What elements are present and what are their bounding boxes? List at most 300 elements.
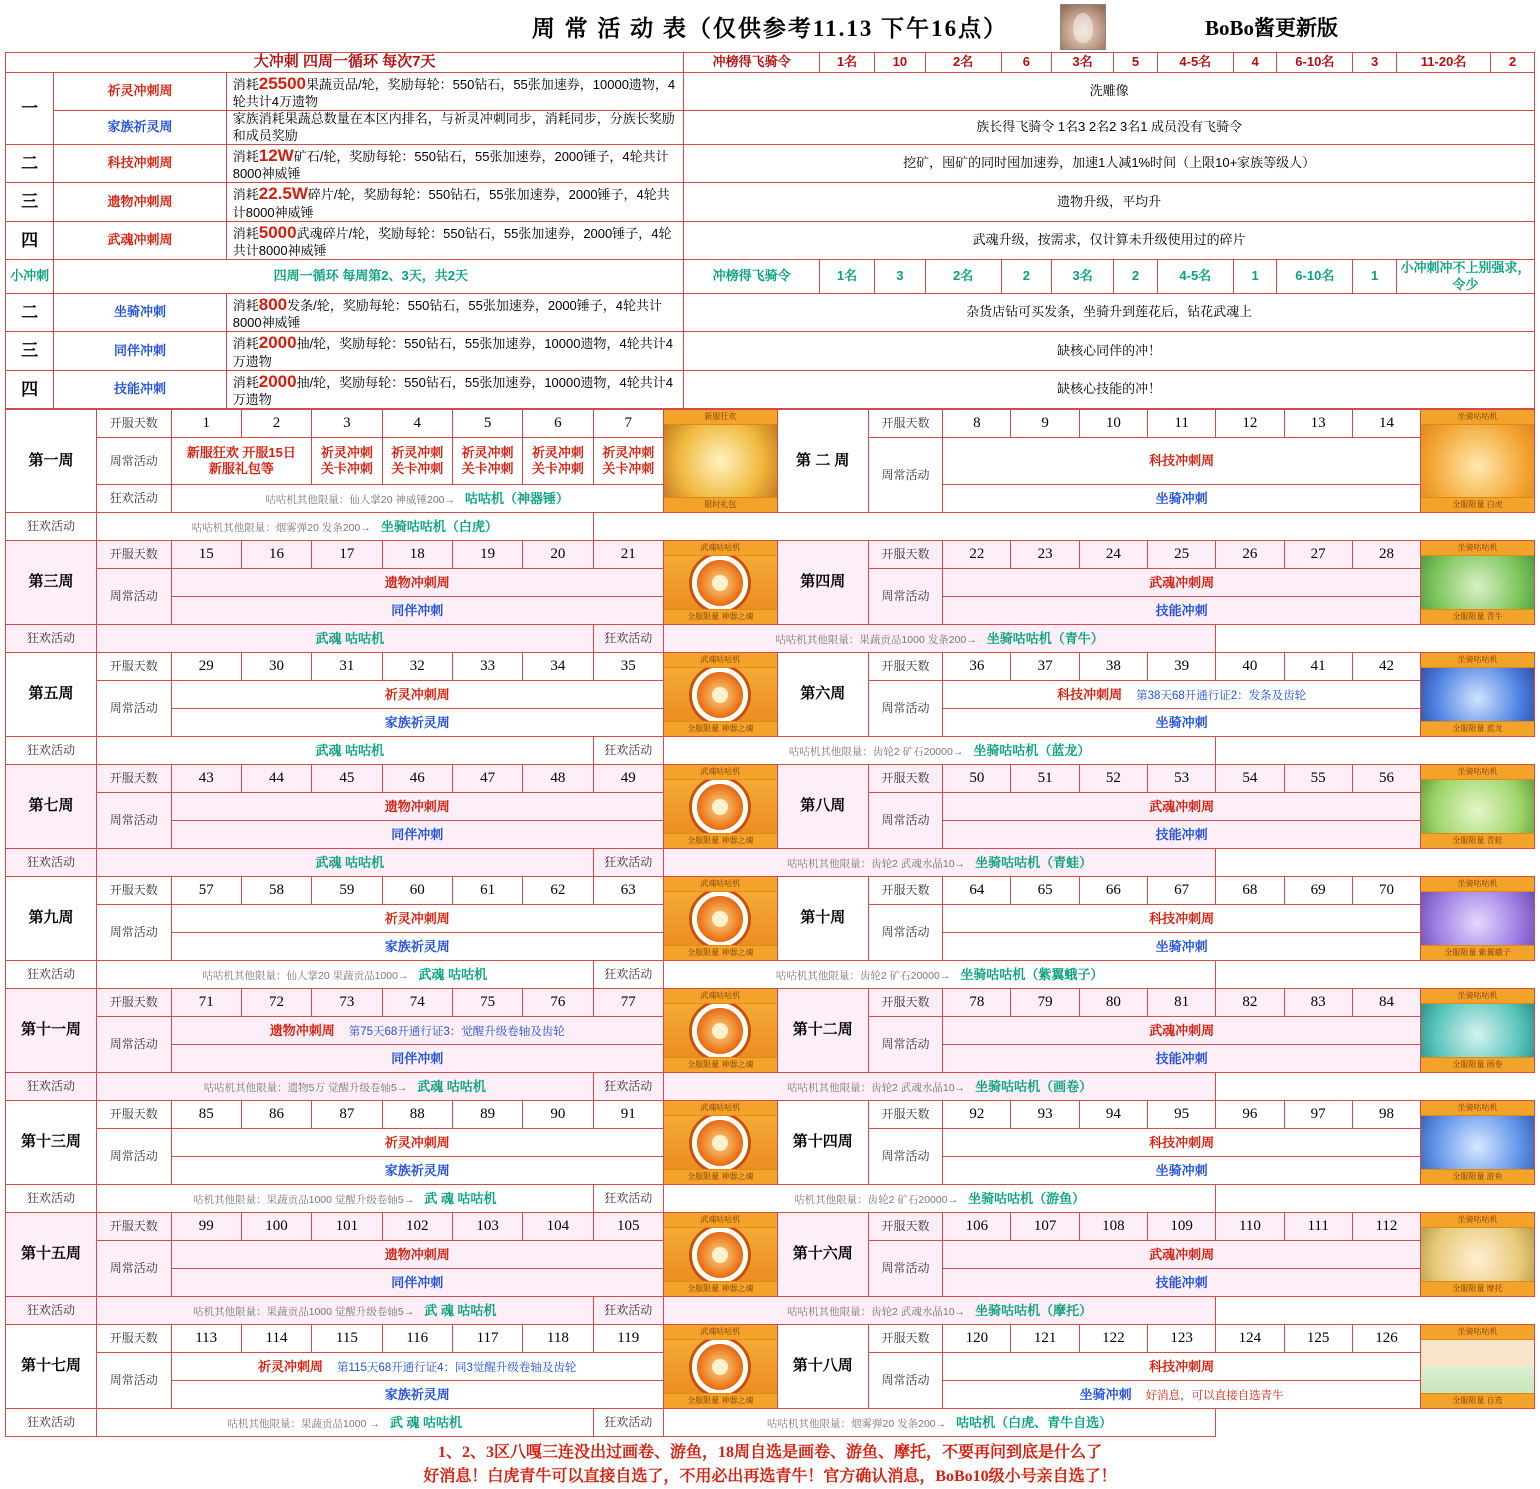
sprint-no: 三	[6, 332, 54, 371]
day-number-13: 13	[1284, 410, 1352, 438]
mount-art-youyu-image	[1421, 1101, 1534, 1184]
day-number-64: 64	[943, 877, 1011, 905]
sprint-desc	[226, 293, 684, 332]
activity-name: 祈灵冲刺周	[384, 910, 450, 926]
art-label-top: 坐骑咕咕机	[1457, 1327, 1498, 1337]
day-number-111: 111	[1284, 1213, 1352, 1241]
art-bottom-bar	[1421, 1057, 1534, 1072]
carnival-activity-label: 狂欢活动	[593, 625, 663, 653]
rank-6-10-label: 6-10名	[1277, 53, 1353, 73]
table-row	[6, 260, 1535, 294]
art-bottom-bar	[1421, 609, 1534, 624]
table-row	[6, 1185, 1535, 1213]
art-label-top: 武魂咕咕机	[700, 767, 741, 777]
art-bottom-bar	[1421, 945, 1534, 960]
normal-activity-cell	[382, 438, 452, 485]
week-label-right: 第四周	[777, 541, 868, 625]
day-number-19: 19	[452, 541, 522, 569]
day-number-68: 68	[1216, 877, 1284, 905]
art-label-top: 武魂咕咕机	[700, 879, 741, 889]
day-number-97: 97	[1284, 1101, 1352, 1129]
art-bottom-bar	[1421, 1169, 1534, 1184]
activity-name: 科技冲刺周	[1057, 686, 1123, 702]
day-number-118: 118	[523, 1325, 593, 1353]
day-number-44: 44	[241, 765, 311, 793]
week-label-left: 第一周	[6, 410, 97, 513]
normal-activity-cell	[593, 438, 663, 485]
day-number-23: 23	[1011, 541, 1079, 569]
desc-pre: 消耗	[232, 187, 259, 203]
rank-1-value: 10	[875, 53, 926, 73]
normal-activity-line-2	[171, 1381, 663, 1409]
week-label-right: 第十四周	[777, 1101, 868, 1185]
art-bottom-bar	[1421, 721, 1534, 736]
art-label-bottom: 全服限量 自选	[1452, 1396, 1503, 1406]
carnival-reward: 武魂 咕咕机	[315, 854, 385, 870]
day-number-8: 8	[943, 410, 1011, 438]
week-label-left: 第十七周	[6, 1325, 97, 1409]
day-number-105: 105	[593, 1213, 663, 1241]
sprint-tip: 族长得飞骑令 1名3 2名2 3名1 成员没有飞骑令	[684, 111, 1535, 145]
activity-name: 祈灵冲刺 关卡冲刺	[391, 445, 444, 477]
day-number-98: 98	[1352, 1101, 1420, 1129]
normal-activity-label: 周常活动	[97, 1353, 171, 1409]
table-row	[6, 144, 1535, 183]
carnival-limit-text: 咕咕机其他限量：仙人掌20 神威锤200→	[265, 493, 456, 506]
sprint-desc	[226, 370, 684, 409]
activity-name: 同伴冲刺	[391, 1050, 444, 1066]
activity-name: 遗物冲刺周	[384, 798, 450, 814]
art-label-bottom: 全服限量 神器之魂	[687, 1396, 754, 1406]
art-label-bottom: 全服限量 神器之魂	[687, 612, 754, 622]
activity-name: 武魂冲刺周	[1149, 1022, 1215, 1038]
day-number-43: 43	[171, 765, 241, 793]
desc-post: 抽/轮，奖励每轮：550钻石，55张加速券，10000遗物，4轮共计4万遗物	[232, 374, 673, 407]
mini-rank-2-value: 2	[1001, 260, 1052, 294]
activity-name: 技能冲刺	[1155, 826, 1208, 842]
days-label: 开服天数	[97, 765, 171, 793]
day-number-109: 109	[1148, 1213, 1216, 1241]
art-label-bottom: 全服限量 神器之魂	[687, 948, 754, 958]
normal-activity-line-2	[171, 1045, 663, 1073]
art-label-top: 坐骑咕咕机	[1457, 1215, 1498, 1225]
carnival-activity-cell	[663, 849, 1215, 877]
carnival-reward: 咕咕机（白虎、青牛自选）	[956, 1414, 1113, 1430]
carnival-activity-label: 狂欢活动	[6, 1073, 97, 1101]
mini-rank-4-5-value: 1	[1233, 260, 1277, 294]
day-number-87: 87	[312, 1101, 382, 1129]
rank-2-value: 6	[1001, 53, 1052, 73]
mini-rank-1-value: 3	[875, 260, 926, 294]
carnival-activity-cell	[97, 1409, 594, 1437]
sprint-desc	[226, 221, 684, 260]
day-number-86: 86	[241, 1101, 311, 1129]
sprint-tip: 杂货店钻可买发条，坐骑升到莲花后，钻花武魂上	[684, 293, 1535, 332]
day-number-29: 29	[171, 653, 241, 681]
sprint-name: 武魂冲刺周	[54, 221, 226, 260]
week-label-left: 第十三周	[6, 1101, 97, 1185]
carnival-reward: 坐骑咕咕机（蓝龙）	[973, 742, 1091, 758]
activity-name: 武魂冲刺周	[1149, 798, 1215, 814]
sprint-tip: 缺核心同伴的冲！	[684, 332, 1535, 371]
day-number-34: 34	[523, 653, 593, 681]
carnival-activity-label: 狂欢活动	[6, 961, 97, 989]
normal-activity-line-2	[943, 1269, 1421, 1297]
day-number-27: 27	[1284, 541, 1352, 569]
rank-4-5-label: 4-5名	[1157, 53, 1233, 73]
day-number-114: 114	[241, 1325, 311, 1353]
sprint-name: 家族祈灵周	[54, 111, 226, 145]
sprint-name: 祈灵冲刺周	[54, 72, 226, 111]
desc-post: 发条/轮，奖励每轮：550钻石，55张加速券，2000锤子，4轮共计8000神威锤	[232, 297, 663, 330]
day-number-30: 30	[241, 653, 311, 681]
art-top-bar	[664, 1213, 777, 1228]
day-number-11: 11	[1148, 410, 1216, 438]
art-bottom-bar	[1421, 1281, 1534, 1296]
desc-post: 抽/轮，奖励每轮：550钻石，55张加速券，10000遗物，4轮共计4万遗物	[232, 336, 673, 369]
table-row	[6, 1101, 1535, 1129]
normal-activity-line-2	[171, 709, 663, 737]
carnival-activity-cell	[97, 513, 594, 541]
carnival-reward: 坐骑咕咕机（紫翼蛾子）	[960, 966, 1104, 982]
sprint-no: 二	[6, 293, 54, 332]
sprint-name: 技能冲刺	[54, 370, 226, 409]
sprint-desc	[226, 183, 684, 222]
normal-activity-line-1	[943, 1241, 1421, 1269]
week-calendar-table	[5, 409, 1535, 1437]
day-number-47: 47	[452, 765, 522, 793]
day-number-51: 51	[1011, 765, 1079, 793]
week-label-right: 第 二 周	[777, 410, 868, 513]
table-row	[6, 1073, 1535, 1101]
day-number-81: 81	[1148, 989, 1216, 1017]
art-bottom-bar	[664, 609, 777, 624]
activity-name: 同伴冲刺	[391, 1274, 444, 1290]
day-number-59: 59	[312, 877, 382, 905]
day-number-15: 15	[171, 541, 241, 569]
art-top-bar	[1421, 877, 1534, 892]
day-number-4: 4	[382, 410, 452, 438]
sprint-desc	[226, 144, 684, 183]
carnival-limit-text: 咕咕机其他限量：齿轮2 矿石20000→	[788, 745, 964, 758]
normal-activity-label: 周常活动	[868, 1017, 942, 1073]
desc-pre: 消耗	[232, 76, 259, 92]
days-label: 开服天数	[868, 877, 942, 905]
week-label-right: 第十八周	[777, 1325, 868, 1409]
day-number-57: 57	[171, 877, 241, 905]
activity-name: 技能冲刺	[1155, 1274, 1208, 1290]
art-bottom-bar	[664, 833, 777, 848]
table-row	[6, 989, 1535, 1017]
day-number-117: 117	[452, 1325, 522, 1353]
medal-art	[663, 989, 777, 1073]
carnival-activity-cell	[97, 961, 594, 989]
day-number-89: 89	[452, 1101, 522, 1129]
art-bottom-bar	[664, 1169, 777, 1184]
activity-name: 祈灵冲刺周	[384, 1134, 450, 1150]
day-number-123: 123	[1148, 1325, 1216, 1353]
table-row	[6, 653, 1535, 681]
days-label: 开服天数	[97, 1325, 171, 1353]
art-bottom-bar	[664, 1281, 777, 1296]
normal-activity-line-1	[943, 1353, 1421, 1381]
art-top-bar	[1421, 1101, 1534, 1116]
medal-icon	[692, 667, 748, 723]
day-number-63: 63	[593, 877, 663, 905]
sprint-no: 四	[6, 221, 54, 260]
day-number-1: 1	[171, 410, 241, 438]
carnival-limit-text: 咕咕机其他限量：烟雾弹20 发条200→	[191, 521, 371, 534]
day-number-90: 90	[523, 1101, 593, 1129]
medal-art-image	[664, 1101, 777, 1184]
day-number-5: 5	[452, 410, 522, 438]
day-number-45: 45	[312, 765, 382, 793]
day-number-49: 49	[593, 765, 663, 793]
art-top-bar	[664, 1325, 777, 1340]
sprint-tip: 遗物升级，平均升	[684, 183, 1535, 222]
table-row	[6, 1325, 1535, 1353]
carnival-activity-cell	[97, 1297, 594, 1325]
day-number-24: 24	[1079, 541, 1147, 569]
days-label: 开服天数	[97, 653, 171, 681]
carnival-activity-label: 狂欢活动	[593, 737, 663, 765]
carnival-limit-text: 咕咕机其他限量：齿轮2 武魂水晶10→	[787, 1081, 966, 1094]
medal-art-image	[664, 653, 777, 736]
footer-line-2: 好消息！白虎青牛可以直接自选了，不用必出再选青牛！官方确认消息，BoBo10级小号亲自选了！	[423, 1468, 1117, 1486]
carnival-limit-text: 咕咕机其他限量：仙人掌20 果蔬贡品1000→	[202, 969, 409, 982]
day-number-20: 20	[523, 541, 593, 569]
carnival-activity-label: 狂欢活动	[593, 849, 663, 877]
normal-activity-label: 周常活动	[97, 793, 171, 849]
activity-name: 家族祈灵周	[384, 1386, 450, 1402]
normal-activity-line-1	[943, 1017, 1421, 1045]
day-number-94: 94	[1079, 1101, 1147, 1129]
medal-art	[663, 1213, 777, 1297]
normal-activity-line-1	[943, 905, 1421, 933]
medal-art	[663, 877, 777, 961]
day-number-62: 62	[523, 877, 593, 905]
day-number-21: 21	[593, 541, 663, 569]
day-number-79: 79	[1011, 989, 1079, 1017]
avatar-logo-icon	[1060, 4, 1106, 50]
week-label-left: 第十一周	[6, 989, 97, 1073]
normal-activity-label: 周常活动	[868, 905, 942, 961]
medal-art-image	[664, 541, 777, 624]
activity-name: 同伴冲刺	[391, 602, 444, 618]
normal-activity-line-1	[171, 1129, 663, 1157]
carnival-activity-label: 狂欢活动	[593, 1297, 663, 1325]
normal-activity-line-1	[943, 438, 1421, 485]
week-label-right: 第十周	[777, 877, 868, 961]
days-label: 开服天数	[868, 1213, 942, 1241]
activity-note: 第38天68开通行证2：发条及齿轮	[1136, 689, 1307, 702]
desc-post: 矿石/轮，奖励每轮：550钻石，55张加速券，2000锤子，4轮共计8000神威锤	[232, 148, 669, 181]
carnival-activity-cell	[663, 737, 1215, 765]
normal-activity-line-2	[171, 821, 663, 849]
art-label-top: 坐骑咕咕机	[1457, 767, 1498, 777]
art-bottom-bar	[664, 945, 777, 960]
table-row	[6, 513, 1535, 541]
desc-post: 武魂碎片/轮，奖励每轮：550钻石，55张加速券，2000锤子，4轮共计8000神威锤	[232, 225, 672, 258]
desc-post: 果蔬贡品/轮，奖励每轮：550钻石，55张加速券，10000遗物，4轮共计4万遗物	[232, 76, 676, 109]
carnival-reward: 武魂 咕咕机	[315, 630, 385, 646]
carnival-activity-label: 狂欢活动	[593, 1073, 663, 1101]
table-row	[6, 625, 1535, 653]
sprint-no: 一	[6, 72, 54, 144]
art-label-bottom: 全服限量 神器之魂	[687, 836, 754, 846]
mini-sprint-title: 小冲刺	[6, 260, 54, 294]
day-number-91: 91	[593, 1101, 663, 1129]
carnival-limit-text: 咕机其他限量：齿轮2 矿石20000→	[794, 1193, 959, 1206]
art-bottom-bar	[664, 497, 777, 512]
day-number-31: 31	[312, 653, 382, 681]
normal-activity-label: 周常活动	[868, 569, 942, 625]
normal-activity-line-2	[171, 1157, 663, 1185]
carnival-activity-label: 狂欢活动	[6, 1297, 97, 1325]
art-label-top: 坐骑咕咕机	[1457, 991, 1498, 1001]
medal-icon	[692, 1003, 748, 1059]
activity-name: 祈灵冲刺周	[384, 686, 450, 702]
normal-activity-label: 周常活动	[97, 569, 171, 625]
art-top-bar	[1421, 1325, 1534, 1340]
day-number-73: 73	[312, 989, 382, 1017]
normal-activity-label: 周常活动	[868, 793, 942, 849]
table-row	[6, 1213, 1535, 1241]
day-number-18: 18	[382, 541, 452, 569]
day-number-104: 104	[523, 1213, 593, 1241]
activity-name: 遗物冲刺周	[384, 574, 450, 590]
normal-activity-line-2	[171, 1269, 663, 1297]
normal-activity-line-2	[171, 597, 663, 625]
art-label-bottom: 全服限量 青牛	[1452, 612, 1503, 622]
day-number-113: 113	[171, 1325, 241, 1353]
art-label-top: 武魂咕咕机	[700, 1327, 741, 1337]
carnival-activity-label: 狂欢活动	[6, 1409, 97, 1437]
carnival-activity-label: 狂欢活动	[6, 849, 97, 877]
medal-art-image	[664, 1325, 777, 1408]
carnival-reward: 武 魂 咕咕机	[424, 1190, 497, 1206]
day-number-78: 78	[943, 989, 1011, 1017]
carnival-activity-cell	[97, 625, 594, 653]
art-top-bar	[1421, 653, 1534, 668]
mini-rank-6-10-label: 6-10名	[1277, 260, 1353, 294]
normal-activity-line-1	[171, 1241, 663, 1269]
art-top-bar	[664, 410, 777, 425]
week-label-left: 第三周	[6, 541, 97, 625]
normal-activity-line-2	[943, 1045, 1421, 1073]
carnival-reward: 武魂 咕咕机	[418, 966, 488, 982]
big-sprint-title: 大冲刺 四周一循环 每次7天	[6, 53, 684, 73]
day-number-85: 85	[171, 1101, 241, 1129]
carnival-reward: 坐骑咕咕机（白虎）	[380, 518, 498, 534]
day-number-121: 121	[1011, 1325, 1079, 1353]
activity-name: 祈灵冲刺 关卡冲刺	[461, 445, 514, 477]
mount-art-lanlong-image	[1421, 653, 1534, 736]
art-label-bottom: 全服限量 神器之魂	[687, 724, 754, 734]
art-top-bar	[664, 765, 777, 780]
art-label-bottom: 全服限量 游鱼	[1452, 1172, 1503, 1182]
normal-activity-line-2	[943, 709, 1421, 737]
activity-name: 家族祈灵周	[384, 938, 450, 954]
carnival-activity-label: 狂欢活动	[6, 513, 97, 541]
table-row	[6, 293, 1535, 332]
mount-art-ziyiezi-image	[1421, 877, 1534, 960]
medal-icon	[692, 1227, 748, 1283]
day-number-93: 93	[1011, 1101, 1079, 1129]
day-number-28: 28	[1352, 541, 1420, 569]
art-label-bottom: 全服限量 神器之魂	[687, 1060, 754, 1070]
activity-name: 技能冲刺	[1155, 602, 1208, 618]
desc-number: 5000	[258, 222, 297, 242]
activity-name: 祈灵冲刺 关卡冲刺	[602, 445, 655, 477]
table-row	[6, 183, 1535, 222]
normal-activity-line-1	[171, 681, 663, 709]
day-number-14: 14	[1352, 410, 1420, 438]
days-label: 开服天数	[868, 1325, 942, 1353]
rank-1-label: 1名	[819, 53, 874, 73]
activity-name: 科技冲刺周	[1149, 910, 1215, 926]
normal-activity-label: 周常活动	[868, 1353, 942, 1409]
activity-name: 科技冲刺周	[1149, 453, 1215, 469]
carnival-activity-cell	[663, 961, 1215, 989]
carnival-reward: 坐骑咕咕机（青蛙）	[975, 854, 1093, 870]
sprint-no: 四	[6, 370, 54, 409]
mount-art-motuo-image	[1421, 1213, 1534, 1296]
table-row	[6, 541, 1535, 569]
day-number-53: 53	[1148, 765, 1216, 793]
normal-activity-cell	[171, 438, 312, 485]
weapon-reward-art-image	[664, 410, 777, 512]
art-top-bar	[664, 989, 777, 1004]
day-number-106: 106	[943, 1213, 1011, 1241]
activity-name: 坐骑冲刺	[1155, 714, 1208, 730]
art-label-top: 坐骑咕咕机	[1457, 879, 1498, 889]
week-label-left: 第七周	[6, 765, 97, 849]
art-label-top: 武魂咕咕机	[700, 1103, 741, 1113]
normal-activity-line-2	[943, 597, 1421, 625]
art-label-bottom: 全服限量 青蛙	[1452, 836, 1503, 846]
carnival-limit-text: 咕咕机其他限量：齿轮2 武魂水晶10→	[787, 857, 966, 870]
mount-art-baihu	[1421, 410, 1535, 513]
header-bar	[0, 0, 1540, 52]
carnival-reward: 坐骑咕咕机（摩托）	[975, 1302, 1093, 1318]
desc-pre: 消耗	[232, 225, 259, 241]
art-label-bottom: 全服限量 紫翼蛾子	[1444, 948, 1511, 958]
activity-name: 家族祈灵周	[384, 714, 450, 730]
carnival-reward: 武魂 咕咕机	[315, 742, 385, 758]
medal-art-image	[664, 989, 777, 1072]
mount-art-huajuan-image	[1421, 989, 1534, 1072]
footer-note	[5, 1441, 1535, 1489]
art-label-bottom: 限时礼包	[704, 500, 737, 510]
day-number-46: 46	[382, 765, 452, 793]
mount-art-optional-image	[1421, 1325, 1534, 1408]
normal-activity-line-2	[943, 821, 1421, 849]
day-number-115: 115	[312, 1325, 382, 1353]
days-label: 开服天数	[97, 1101, 171, 1129]
normal-activity-label: 周常活动	[97, 1241, 171, 1297]
day-number-12: 12	[1216, 410, 1284, 438]
activity-name: 遗物冲刺周	[384, 1246, 450, 1262]
sprint-desc: 家族消耗果蔬总数量在本区内排名，与祈灵冲刺同步，消耗同步，分族长奖励和成员奖励	[226, 111, 684, 145]
normal-activity-label: 周常活动	[97, 1129, 171, 1185]
activity-name: 武魂冲刺周	[1149, 1246, 1215, 1262]
day-number-2: 2	[241, 410, 311, 438]
desc-pre: 消耗	[232, 336, 259, 352]
carnival-limit-text: 咕机其他限量：果蔬贡品1000 →	[227, 1417, 380, 1430]
carnival-activity-cell	[97, 1073, 594, 1101]
table-row	[6, 877, 1535, 905]
